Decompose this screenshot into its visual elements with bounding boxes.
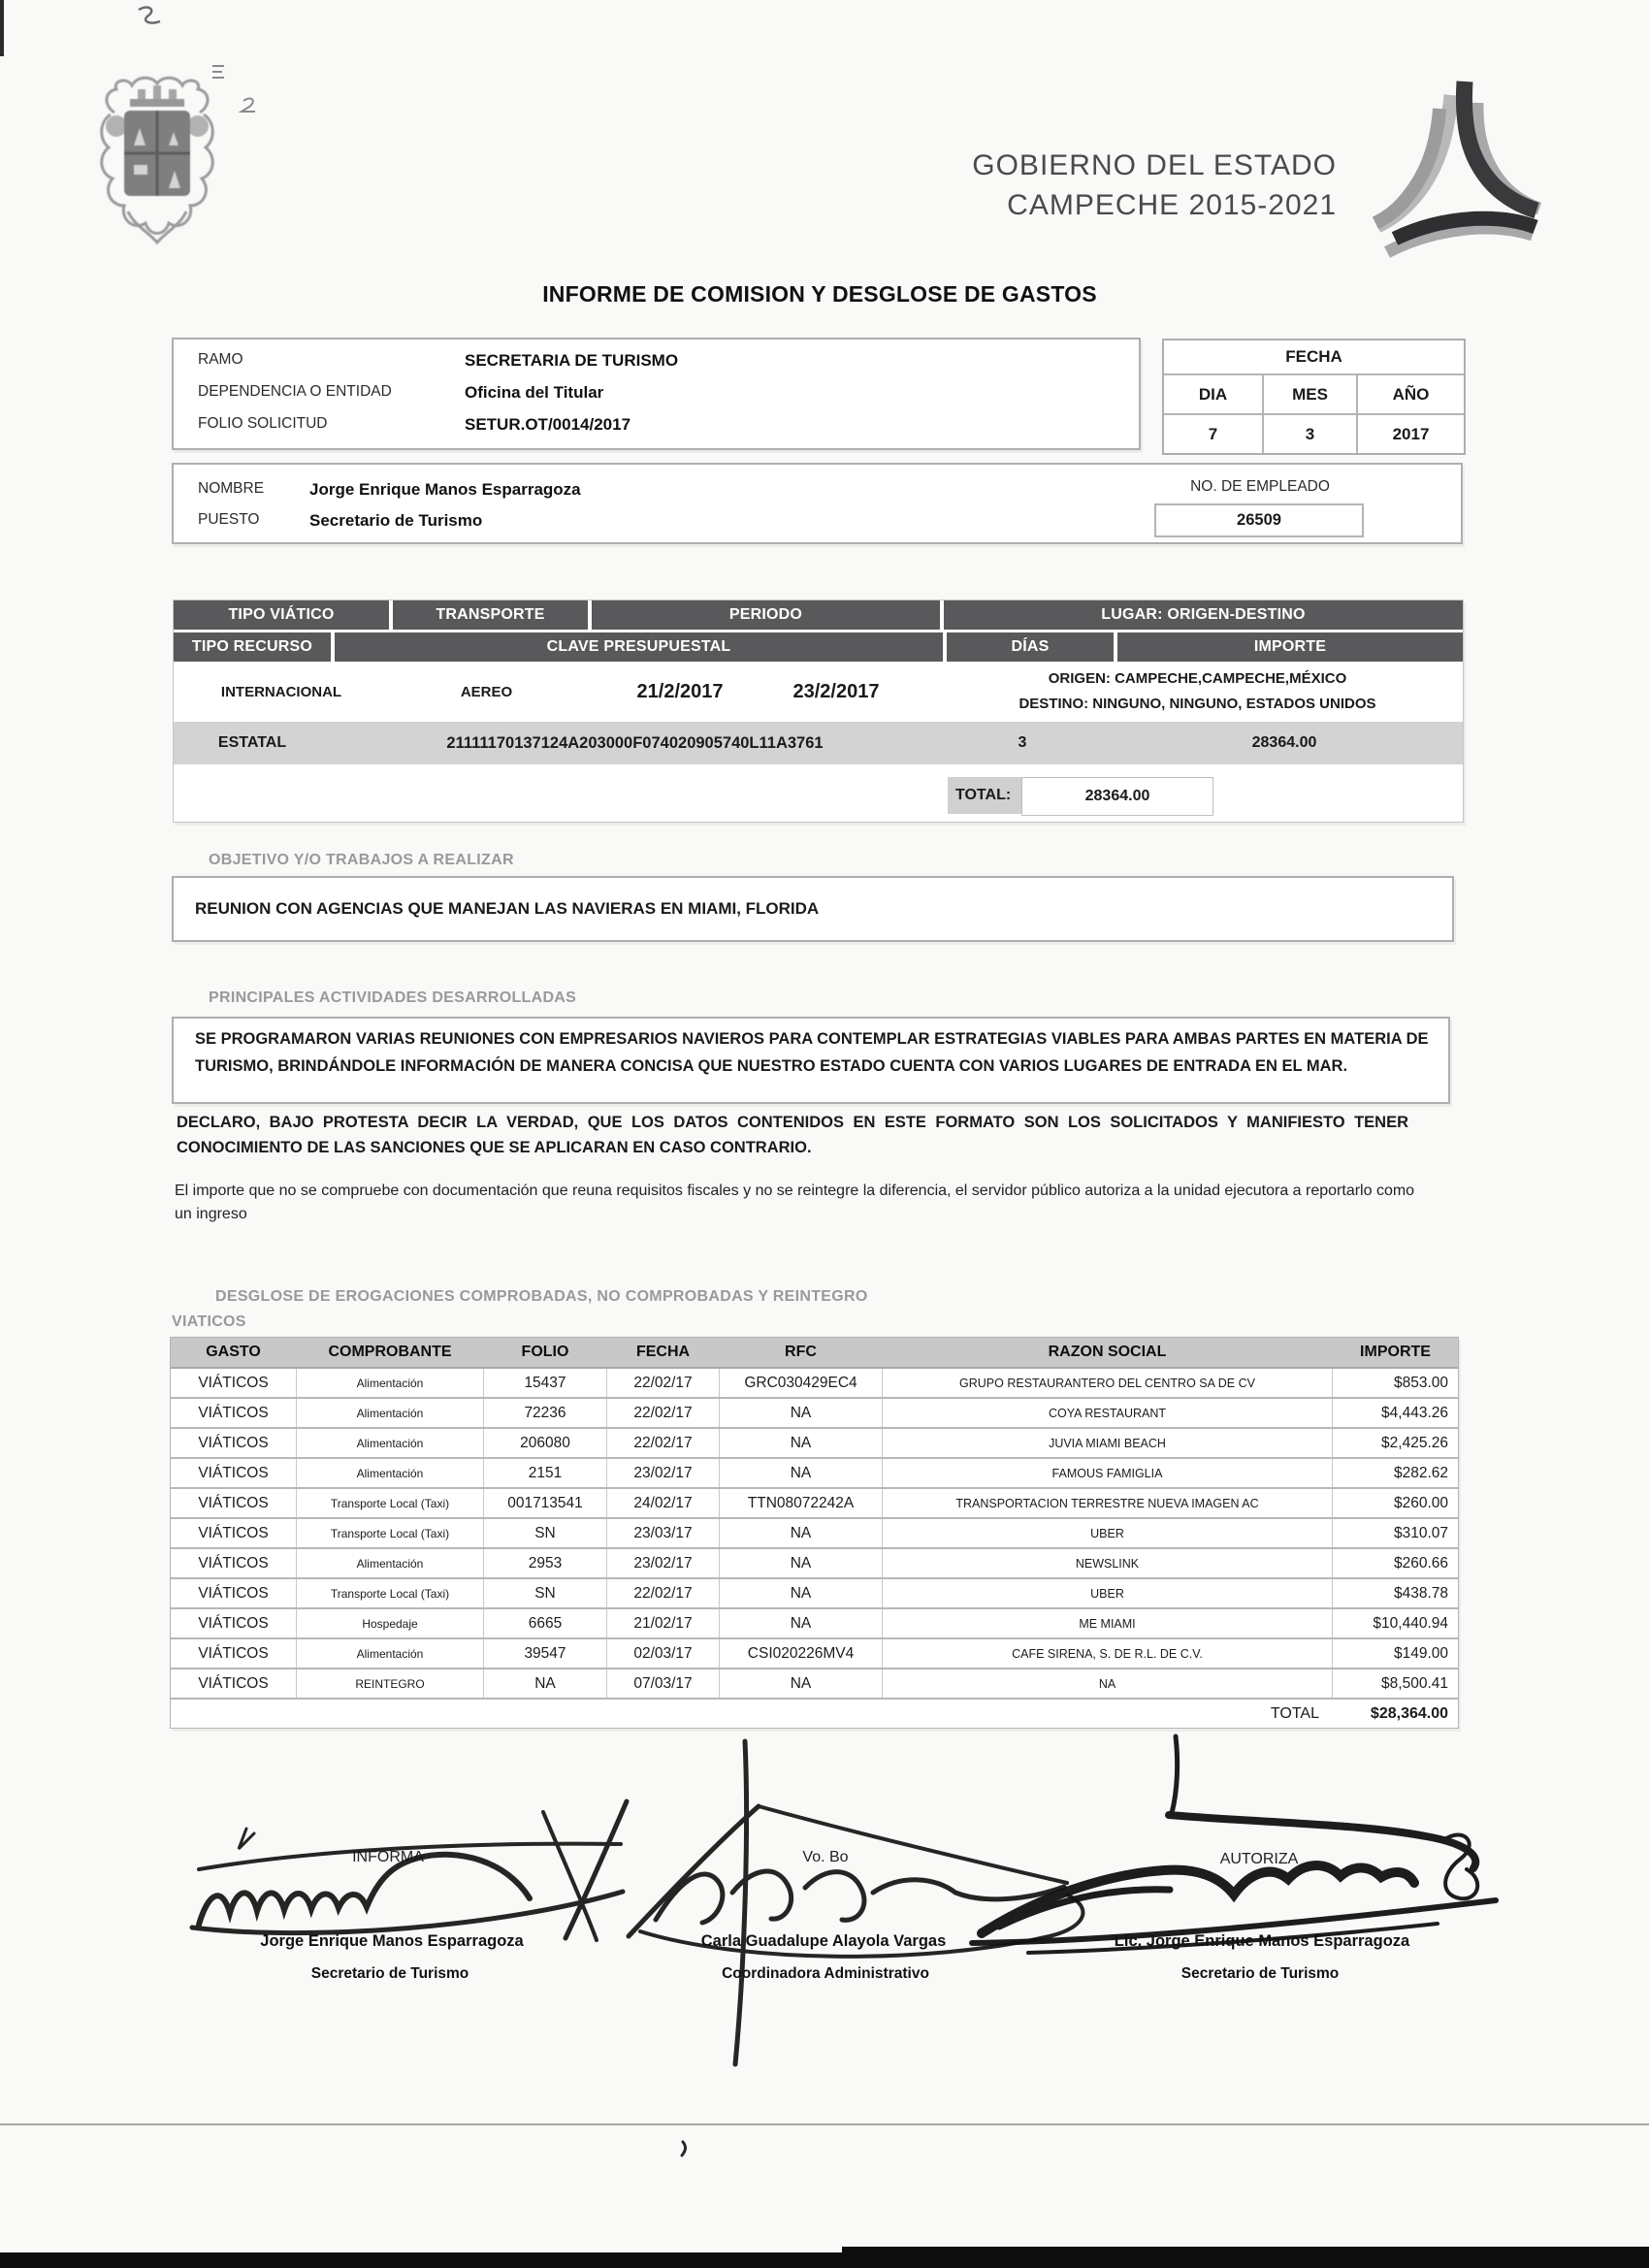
cell-folio: SN (484, 1519, 607, 1547)
cell-razon: FAMOUS FAMIGLIA (883, 1459, 1333, 1487)
col-tipo-recurso: TIPO RECURSO (174, 632, 331, 662)
col-folio: FOLIO (484, 1338, 607, 1367)
empleado-label: NO. DE EMPLEADO (1190, 478, 1330, 495)
cell-comprobante: Alimentación (297, 1639, 484, 1668)
cell-rfc: TTN08072242A (720, 1489, 883, 1517)
table-row (171, 1579, 1458, 1609)
vobo-name-text: Carla Guadalupe Alayola Vargas (700, 1932, 947, 1950)
cell-razon: CAFE SIRENA, S. DE R.L. DE C.V. (883, 1639, 1333, 1668)
gov-line-1: GOBIERNO DEL ESTADO (972, 149, 1337, 181)
puesto-label: PUESTO (198, 511, 260, 528)
cell-rfc: NA (720, 1429, 883, 1457)
expense-table (170, 1337, 1459, 1729)
cell-gasto: VIÁTICOS (171, 1489, 297, 1517)
col-rfc: RFC (720, 1338, 883, 1367)
viatico-total-row (174, 777, 1463, 814)
col-dias: DÍAS (947, 632, 1114, 662)
objetivo-box (172, 876, 1454, 942)
ramo-value: SECRETARIA DE TURISMO (465, 351, 679, 370)
pen-marks (131, 2, 267, 118)
cell-razon: NEWSLINK (883, 1549, 1333, 1577)
table-row (171, 1429, 1458, 1459)
objetivo-section-label: OBJETIVO Y/O TRABAJOS A REALIZAR (209, 852, 514, 868)
viatico-header-row-1 (174, 600, 1463, 630)
cell-gasto: VIÁTICOS (171, 1519, 297, 1547)
cell-rfc: NA (720, 1609, 883, 1637)
col-tipo-viatico: TIPO VIÁTICO (174, 600, 389, 630)
cell-fecha: 24/02/17 (607, 1489, 720, 1517)
expense-total-label: TOTAL (1270, 1704, 1319, 1722)
cell-gasto: VIÁTICOS (171, 1579, 297, 1607)
cell-folio: 206080 (484, 1429, 607, 1457)
col-comprobante: COMPROBANTE (297, 1338, 484, 1367)
nombre-row (198, 480, 581, 500)
clave-value: 21111170137124A203000F074020905740L11A3761 (446, 733, 824, 752)
cell-fecha: 23/03/17 (607, 1519, 720, 1547)
cell-comprobante: Hospedaje (297, 1609, 484, 1637)
cell-fecha: 07/03/17 (607, 1669, 720, 1698)
cell-folio: 001713541 (484, 1489, 607, 1517)
signature-vobo (629, 1741, 1083, 2155)
folio-value: SETUR.OT/0014/2017 (465, 415, 631, 434)
actividades-section-label: PRINCIPALES ACTIVIDADES DESARROLLADAS (209, 989, 577, 1006)
table-row (171, 1549, 1458, 1579)
cell-gasto: VIÁTICOS (171, 1669, 297, 1698)
signature-autoriza (972, 1736, 1496, 1953)
cell-fecha: 22/02/17 (607, 1369, 720, 1397)
nombre-value: Jorge Enrique Manos Esparragoza (309, 480, 581, 499)
lugar-values (932, 666, 1463, 717)
cell-rfc: CSI020226MV4 (720, 1639, 883, 1668)
vobo-role-label: Vo. Bo (802, 1849, 849, 1865)
ano-label: AÑO (1358, 375, 1464, 415)
cell-importe: $2,425.26 (1381, 1434, 1448, 1451)
cell-folio: SN (484, 1579, 607, 1607)
viatico-total-value: 28364.00 (1021, 777, 1213, 816)
recurso-data-row (174, 722, 1463, 764)
cell-importe: $282.62 (1393, 1464, 1448, 1481)
viatico-data-row (174, 662, 1463, 722)
informa-title-text: Secretario de Turismo (310, 1965, 469, 1982)
tipo-recurso-value: ESTATAL (217, 734, 287, 751)
col-importe: IMPORTE (1117, 632, 1463, 662)
fecha-header: FECHA (1164, 340, 1464, 375)
actividades-text: SE PROGRAMARON VARIAS REUNIONES CON EMPRESARIOS NAVIEROS PARA CONTEMPLAR ESTRATEGIAS VIABLES PARA AMBAS PARTES EN MATERIA DE TURISMO, BRINDÁNDOLE INFORMACIÓN DE MANERA CONCISA QUE NUESTRO ESTADO CUENTA CON VARIOS LUGARES DE ENTRADA EN EL MAR. (195, 1030, 1429, 1075)
periodo-values (584, 681, 932, 703)
empleado-number-box: 26509 (1154, 503, 1364, 537)
folio-label: FOLIO SOLICITUD (198, 415, 328, 432)
scan-bottom-bar (0, 2252, 1649, 2268)
declaracion-paragraph: DECLARO, BAJO PROTESTA DECIR LA VERDAD, QUE LOS DATOS CONTENIDOS EN ESTE FORMATO SON LOS SOLICITADOS Y MANIFIESTO TENER CONOCIMIENTO DE LAS SANCIONES QUE SE APLICARAN EN CASO CONTRARIO. (177, 1114, 1408, 1156)
table-row (171, 1459, 1458, 1489)
cell-comprobante: Alimentación (297, 1429, 484, 1457)
cell-comprobante: Alimentación (297, 1549, 484, 1577)
cell-importe: $310.07 (1393, 1524, 1448, 1541)
expense-header-row (171, 1338, 1458, 1369)
cell-rfc: GRC030429EC4 (720, 1369, 883, 1397)
cell-razon: UBER (883, 1519, 1333, 1547)
tipo-viatico-value: INTERNACIONAL (220, 683, 342, 700)
col-periodo: PERIODO (592, 600, 940, 630)
viatico-total-label: TOTAL: (948, 777, 1021, 814)
cell-razon: GRUPO RESTAURANTERO DEL CENTRO SA DE CV (883, 1369, 1333, 1397)
cell-comprobante: Alimentación (297, 1399, 484, 1427)
cell-folio: 6665 (484, 1609, 607, 1637)
cell-gasto: VIÁTICOS (171, 1549, 297, 1577)
col-clave: CLAVE PRESUPUESTAL (335, 632, 943, 662)
scan-edge-strip (0, 0, 4, 56)
signature-informa (192, 1801, 627, 1940)
cell-razon: COYA RESTAURANT (883, 1399, 1333, 1427)
cell-gasto: VIÁTICOS (171, 1459, 297, 1487)
table-row (171, 1489, 1458, 1519)
expense-total-value: $28,364.00 (1370, 1704, 1448, 1722)
folio-row (198, 415, 630, 435)
cell-comprobante: Transporte Local (Taxi) (297, 1579, 484, 1607)
dia-value: 7 (1164, 415, 1264, 453)
table-row (171, 1519, 1458, 1549)
cell-gasto: VIÁTICOS (171, 1609, 297, 1637)
cell-razon: TRANSPORTACION TERRESTRE NUEVA IMAGEN AC (883, 1489, 1333, 1517)
mes-label: MES (1264, 375, 1358, 415)
destino-value: DESTINO: NINGUNO, NINGUNO, ESTADOS UNIDOS (1018, 696, 1376, 712)
mes-value: 3 (1264, 415, 1358, 453)
cell-rfc: NA (720, 1579, 883, 1607)
cell-razon: NA (883, 1669, 1333, 1698)
cell-comprobante: Transporte Local (Taxi) (297, 1489, 484, 1517)
table-row (171, 1609, 1458, 1639)
informa-role-label: INFORMA (352, 1849, 424, 1865)
col-gasto: GASTO (171, 1338, 297, 1367)
cell-importe: $260.00 (1393, 1494, 1448, 1511)
cell-rfc: NA (720, 1669, 883, 1698)
cell-importe: $149.00 (1393, 1644, 1448, 1662)
col-lugar: LUGAR: ORIGEN-DESTINO (944, 600, 1463, 630)
cell-rfc: NA (720, 1459, 883, 1487)
cell-importe: $438.78 (1393, 1584, 1448, 1602)
cell-gasto: VIÁTICOS (171, 1429, 297, 1457)
viatico-header-row-2 (174, 632, 1463, 662)
dependencia-value: Oficina del Titular (465, 383, 604, 402)
cell-fecha: 23/02/17 (607, 1549, 720, 1577)
cell-fecha: 22/02/17 (607, 1429, 720, 1457)
col-razon-social: RAZON SOCIAL (883, 1338, 1333, 1367)
autoriza-role-label: AUTORIZA (1219, 1851, 1299, 1867)
page-title: INFORME DE COMISION Y DESGLOSE DE GASTOS (542, 281, 1097, 307)
cell-fecha: 21/02/17 (607, 1609, 720, 1637)
fecha-grid (1164, 375, 1464, 453)
cell-gasto: VIÁTICOS (171, 1639, 297, 1668)
origen-value: ORIGEN: CAMPECHE,CAMPECHE,MÉXICO (1048, 670, 1347, 687)
ramo-row (198, 351, 678, 371)
col-importe: IMPORTE (1360, 1344, 1431, 1360)
cell-razon: JUVIA MIAMI BEACH (883, 1429, 1333, 1457)
cell-razon: ME MIAMI (883, 1609, 1333, 1637)
cell-fecha: 23/02/17 (607, 1459, 720, 1487)
cell-importe: $10,440.94 (1373, 1614, 1448, 1632)
autoriza-name-text: Lic. Jorge Enrique Manos Esparragoza (1114, 1932, 1410, 1950)
cell-gasto: VIÁTICOS (171, 1369, 297, 1397)
table-row (171, 1399, 1458, 1429)
col-transporte: TRANSPORTE (393, 600, 588, 630)
dias-value: 3 (1018, 734, 1027, 751)
desglose-section-label: DESGLOSE DE EROGACIONES COMPROBADAS, NO COMPROBADAS Y REINTEGRO (215, 1288, 868, 1305)
government-wordmark (873, 146, 1337, 225)
cell-folio: 15437 (484, 1369, 607, 1397)
cell-comprobante: Alimentación (297, 1459, 484, 1487)
viatico-summary-table (173, 599, 1464, 823)
dependencia-row (198, 383, 603, 403)
cell-importe: $4,443.26 (1381, 1404, 1448, 1421)
objetivo-text: REUNION CON AGENCIAS QUE MANEJAN LAS NAVIERAS EN MIAMI, FLORIDA (195, 899, 820, 918)
transporte-value: AEREO (460, 683, 513, 700)
nota-paragraph: El importe que no se compruebe con documentación que reuna requisitos fiscales y no se reintegre la diferencia, el servidor público autoriza a la unidad ejecutora a reportarlo como un ingreso (175, 1183, 1415, 1222)
ramo-info-box (172, 338, 1141, 450)
informa-name-text: Jorge Enrique Manos Esparragoza (260, 1932, 524, 1950)
table-row (171, 1639, 1458, 1669)
table-row (171, 1369, 1458, 1399)
cell-comprobante: Transporte Local (Taxi) (297, 1519, 484, 1547)
cell-rfc: NA (720, 1399, 883, 1427)
cell-fecha: 22/02/17 (607, 1579, 720, 1607)
cell-comprobante: Alimentación (297, 1369, 484, 1397)
autoriza-title-text: Secretario de Turismo (1180, 1965, 1340, 1982)
cell-folio: 2151 (484, 1459, 607, 1487)
cell-razon: UBER (883, 1579, 1333, 1607)
nombre-label: NOMBRE (198, 480, 265, 497)
vobo-title-text: Coordinadora Administrativo (722, 1965, 929, 1982)
campeche-triangle-logo-icon (1366, 74, 1552, 268)
handwritten-signatures (0, 1707, 1649, 2173)
gov-line-2: CAMPECHE 2015-2021 (1007, 189, 1337, 221)
cell-folio: NA (484, 1669, 607, 1698)
table-row (171, 1669, 1458, 1700)
cell-fecha: 22/02/17 (607, 1399, 720, 1427)
col-fecha: FECHA (607, 1338, 720, 1367)
puesto-row (198, 511, 482, 531)
dependencia-label: DEPENDENCIA O ENTIDAD (198, 383, 392, 400)
cell-folio: 39547 (484, 1639, 607, 1668)
ramo-label: RAMO (198, 351, 243, 368)
cell-rfc: NA (720, 1519, 883, 1547)
cell-comprobante: REINTEGRO (297, 1669, 484, 1698)
cell-rfc: NA (720, 1549, 883, 1577)
cell-importe: $8,500.41 (1381, 1674, 1448, 1692)
nombre-info-box (172, 463, 1463, 544)
cell-folio: 2953 (484, 1549, 607, 1577)
scan-bottom-bar-2 (842, 2247, 1649, 2254)
actividades-box (172, 1017, 1450, 1104)
periodo-fin: 23/2/2017 (792, 680, 880, 702)
periodo-inicio: 21/2/2017 (636, 680, 724, 702)
cell-folio: 72236 (484, 1399, 607, 1427)
dia-label: DIA (1164, 375, 1264, 415)
fecha-box (1162, 339, 1466, 455)
cell-importe: $853.00 (1393, 1374, 1448, 1391)
importe-value: 28364.00 (1251, 734, 1317, 751)
cell-importe: $260.66 (1393, 1554, 1448, 1571)
ano-value: 2017 (1392, 424, 1430, 443)
puesto-value: Secretario de Turismo (309, 511, 483, 530)
cell-fecha: 02/03/17 (607, 1639, 720, 1668)
cell-gasto: VIÁTICOS (171, 1399, 297, 1427)
viaticos-section-label: VIATICOS (172, 1313, 246, 1330)
